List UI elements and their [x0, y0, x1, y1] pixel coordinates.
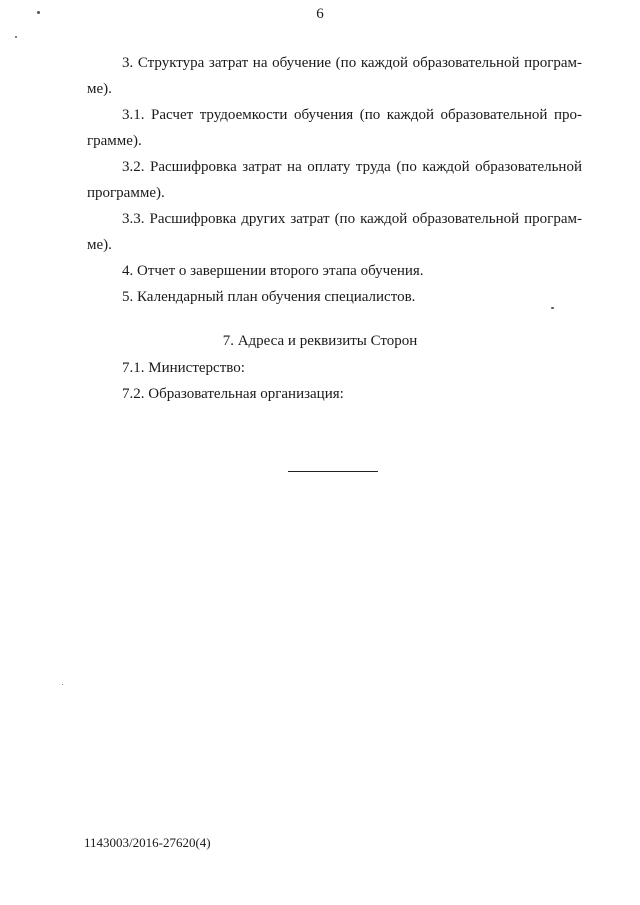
annex-list: [87, 50, 582, 310]
end-rule: [288, 471, 378, 472]
scan-speck: [62, 684, 63, 685]
annex-item: 5. Календарный план обучения специалистов.: [122, 289, 416, 305]
annex-item: 3. Структура затрат на обучение (по каждой образовательной программе).: [87, 55, 582, 97]
annex-item: 4. Отчет о завершении второго этапа обучения.: [122, 263, 424, 279]
page-number: 6: [316, 6, 324, 22]
organization-label: 7.2. Образовательная организация:: [122, 386, 344, 402]
ministry-label: 7.1. Министерство:: [122, 360, 245, 376]
annex-item: 3.3. Расшифровка других затрат (по каждой образовательной программе).: [87, 211, 582, 253]
document-id: 1143003/2016-27620(4): [84, 835, 211, 850]
section-title: 7. Адреса и реквизиты Сторон: [222, 333, 418, 349]
scan-speck: [551, 307, 554, 309]
scan-speck: [15, 36, 17, 38]
scan-speck: [37, 11, 40, 14]
annex-item: 3.2. Расшифровка затрат на оплату труда (по каждой образовательной программе).: [87, 159, 582, 201]
annex-item: 3.1. Расчет трудоемкости обучения (по каждой образовательной программе).: [87, 107, 582, 149]
